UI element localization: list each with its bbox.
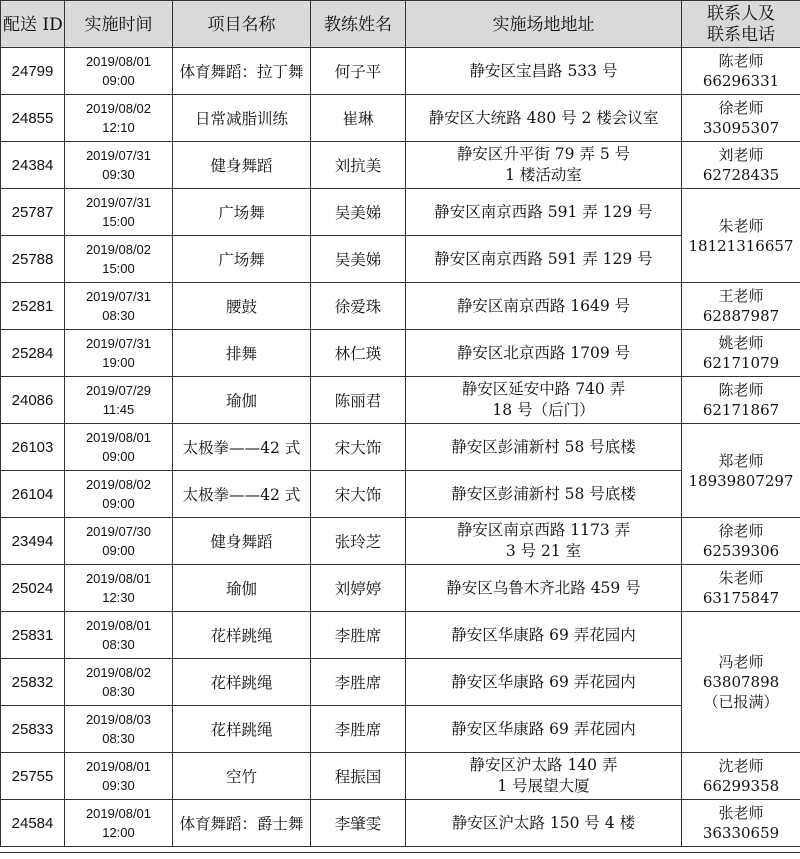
- cell-project: 日常减脂训练: [173, 95, 311, 142]
- table-row: [1, 236, 800, 283]
- cell-date: 2019/08/01: [67, 804, 170, 823]
- cell-project: 体育舞蹈：爵士舞: [173, 800, 311, 847]
- cell-time: [65, 706, 173, 753]
- cell-coach: 李胜席: [311, 706, 406, 753]
- cell-time: [65, 142, 173, 189]
- cell-clock: 19:00: [67, 353, 170, 372]
- cell-time: [65, 95, 173, 142]
- table-row: [1, 471, 800, 518]
- cell-date: 2019/08/03: [67, 710, 170, 729]
- cell-id: 25833: [1, 706, 65, 753]
- cell-project: 瑜伽: [173, 377, 311, 424]
- cell-date: 2019/08/02: [67, 663, 170, 682]
- table-row: [1, 659, 800, 706]
- cell-project: 广场舞: [173, 189, 311, 236]
- header-contact: 联系人及 联系电话: [682, 1, 800, 48]
- cell-date: 2019/07/31: [67, 193, 170, 212]
- cell-clock: 15:00: [67, 212, 170, 231]
- cell-id: 26103: [1, 424, 65, 471]
- table-row: [1, 518, 800, 565]
- cell-address: 静安区南京西路 1173 弄 3 号 21 室: [406, 518, 682, 565]
- cell-address: 静安区南京西路 591 弄 129 号: [406, 236, 682, 283]
- cell-time: [65, 189, 173, 236]
- cell-address: 静安区南京西路 591 弄 129 号: [406, 189, 682, 236]
- cell-id: 24384: [1, 142, 65, 189]
- table-row: [1, 377, 800, 424]
- cell-project: 太极拳——42 式: [173, 471, 311, 518]
- cell-date: 2019/07/30: [67, 522, 170, 541]
- table-row: [1, 189, 800, 236]
- header-coach: 教练姓名: [311, 1, 406, 48]
- header-row: [1, 1, 800, 48]
- cell-clock: 11:45: [67, 400, 170, 419]
- table-row: [1, 565, 800, 612]
- cell-project: 花样跳绳: [173, 659, 311, 706]
- cell-time: [65, 659, 173, 706]
- cell-coach: 宋大饰: [311, 471, 406, 518]
- cell-time: [65, 612, 173, 659]
- cell-time: [65, 236, 173, 283]
- cell-clock: 08:30: [67, 635, 170, 654]
- cell-clock: 15:00: [67, 259, 170, 278]
- cell-contact: 朱老师 18121316657: [682, 189, 800, 283]
- cell-time: [65, 753, 173, 800]
- table-row: [1, 48, 800, 95]
- cell-coach: 刘抗美: [311, 142, 406, 189]
- cell-coach: 林仁瑛: [311, 330, 406, 377]
- cell-time: [65, 48, 173, 95]
- cell-project: 花样跳绳: [173, 706, 311, 753]
- cell-coach: 徐爱珠: [311, 283, 406, 330]
- cell-coach: 张玲芝: [311, 518, 406, 565]
- cell-clock: 09:00: [67, 494, 170, 513]
- table-row: [1, 95, 800, 142]
- cell-contact: 陈老师 62171867: [682, 377, 800, 424]
- header-project: 项目名称: [173, 1, 311, 48]
- cell-clock: 08:30: [67, 306, 170, 325]
- cell-clock: 09:30: [67, 776, 170, 795]
- cell-id: 25788: [1, 236, 65, 283]
- cell-date: 2019/08/02: [67, 475, 170, 494]
- table-row: [1, 142, 800, 189]
- table-row: [1, 612, 800, 659]
- cell-contact: 徐老师 62539306: [682, 518, 800, 565]
- cell-clock: 09:00: [67, 71, 170, 90]
- header-time: 实施时间: [65, 1, 173, 48]
- cell-project: 广场舞: [173, 236, 311, 283]
- cell-address: 静安区彭浦新村 58 号底楼: [406, 471, 682, 518]
- cell-address: 静安区华康路 69 弄花园内: [406, 612, 682, 659]
- cell-id: 26104: [1, 471, 65, 518]
- cell-coach: 宋大饰: [311, 424, 406, 471]
- cell-id: 25787: [1, 189, 65, 236]
- cell-coach: 何子平: [311, 48, 406, 95]
- cell-project: 排舞: [173, 330, 311, 377]
- table-row: [1, 283, 800, 330]
- cell-project: 花样跳绳: [173, 612, 311, 659]
- cell-project: 太极拳——42 式: [173, 424, 311, 471]
- cell-contact: 徐老师 33095307: [682, 95, 800, 142]
- header-id: 配送 ID: [1, 1, 65, 48]
- table-row: [1, 330, 800, 377]
- cell-contact: 张老师 36330659: [682, 800, 800, 847]
- cell-address: 静安区沪太路 140 弄 1 号展望大厦: [406, 753, 682, 800]
- cell-id: 24799: [1, 48, 65, 95]
- cell-address: 静安区彭浦新村 58 号底楼: [406, 424, 682, 471]
- cell-date: 2019/08/01: [67, 616, 170, 635]
- cell-date: 2019/08/01: [67, 428, 170, 447]
- cell-clock: 09:00: [67, 541, 170, 560]
- cell-clock: 12:30: [67, 588, 170, 607]
- cell-coach: 吴美娣: [311, 236, 406, 283]
- cell-time: [65, 424, 173, 471]
- cell-id: 25831: [1, 612, 65, 659]
- cell-clock: 12:00: [67, 823, 170, 842]
- cell-id: 23494: [1, 518, 65, 565]
- cell-coach: 陈丽君: [311, 377, 406, 424]
- cell-coach: 程振国: [311, 753, 406, 800]
- cell-date: 2019/08/01: [67, 569, 170, 588]
- cell-time: [65, 565, 173, 612]
- header-address: 实施场地地址: [406, 1, 682, 48]
- cell-project: 健身舞蹈: [173, 518, 311, 565]
- cell-address: 静安区延安中路 740 弄 18 号（后门）: [406, 377, 682, 424]
- cell-date: 2019/08/01: [67, 52, 170, 71]
- cell-date: 2019/08/02: [67, 99, 170, 118]
- cell-contact: 陈老师 66296331: [682, 48, 800, 95]
- cell-date: 2019/07/31: [67, 146, 170, 165]
- cell-clock: 12:10: [67, 118, 170, 137]
- cell-contact: 朱老师 63175847: [682, 565, 800, 612]
- cell-contact: 王老师 62887987: [682, 283, 800, 330]
- cell-date: 2019/07/31: [67, 334, 170, 353]
- cell-coach: 崔琳: [311, 95, 406, 142]
- cell-address: 静安区大统路 480 号 2 楼会议室: [406, 95, 682, 142]
- cell-coach: 李胜席: [311, 612, 406, 659]
- cell-address: 静安区华康路 69 弄花园内: [406, 659, 682, 706]
- cell-id: 25281: [1, 283, 65, 330]
- cell-address: 静安区华康路 69 弄花园内: [406, 706, 682, 753]
- cell-time: [65, 330, 173, 377]
- table-body: [1, 48, 800, 847]
- cell-date: 2019/07/31: [67, 287, 170, 306]
- cell-id: 25832: [1, 659, 65, 706]
- table-row: [1, 800, 800, 847]
- cell-coach: 刘婷婷: [311, 565, 406, 612]
- cell-clock: 08:30: [67, 682, 170, 701]
- cell-time: [65, 283, 173, 330]
- table-row: [1, 706, 800, 753]
- cell-project: 健身舞蹈: [173, 142, 311, 189]
- table-row: [1, 753, 800, 800]
- cell-time: [65, 471, 173, 518]
- cell-contact: 冯老师 63807898 （已报满）: [682, 612, 800, 753]
- cell-clock: 08:30: [67, 729, 170, 748]
- cell-contact: 刘老师 62728435: [682, 142, 800, 189]
- cell-id: 24086: [1, 377, 65, 424]
- cell-time: [65, 800, 173, 847]
- cell-id: 25755: [1, 753, 65, 800]
- cell-coach: 李肇雯: [311, 800, 406, 847]
- cell-project: 体育舞蹈：拉丁舞: [173, 48, 311, 95]
- cell-id: 25024: [1, 565, 65, 612]
- cell-address: 静安区北京西路 1709 号: [406, 330, 682, 377]
- cell-contact: 姚老师 62171079: [682, 330, 800, 377]
- cell-date: 2019/08/02: [67, 240, 170, 259]
- cell-contact: 沈老师 66299358: [682, 753, 800, 800]
- cell-id: 24584: [1, 800, 65, 847]
- table-row: [1, 424, 800, 471]
- cell-time: [65, 377, 173, 424]
- cell-time: [65, 518, 173, 565]
- cell-id: 25284: [1, 330, 65, 377]
- cell-clock: 09:00: [67, 447, 170, 466]
- cell-clock: 09:30: [67, 165, 170, 184]
- cell-address: 静安区沪太路 150 号 4 楼: [406, 800, 682, 847]
- cell-date: 2019/08/01: [67, 757, 170, 776]
- cell-address: 静安区南京西路 1649 号: [406, 283, 682, 330]
- cell-project: 腰鼓: [173, 283, 311, 330]
- cell-id: 24855: [1, 95, 65, 142]
- cell-project: 瑜伽: [173, 565, 311, 612]
- cell-contact: 郑老师 18939807297: [682, 424, 800, 518]
- cell-coach: 李胜席: [311, 659, 406, 706]
- cell-project: 空竹: [173, 753, 311, 800]
- cell-coach: 吴美娣: [311, 189, 406, 236]
- cell-address: 静安区乌鲁木齐北路 459 号: [406, 565, 682, 612]
- cell-address: 静安区升平街 79 弄 5 号 1 楼活动室: [406, 142, 682, 189]
- cell-address: 静安区宝昌路 533 号: [406, 48, 682, 95]
- cell-date: 2019/07/29: [67, 381, 170, 400]
